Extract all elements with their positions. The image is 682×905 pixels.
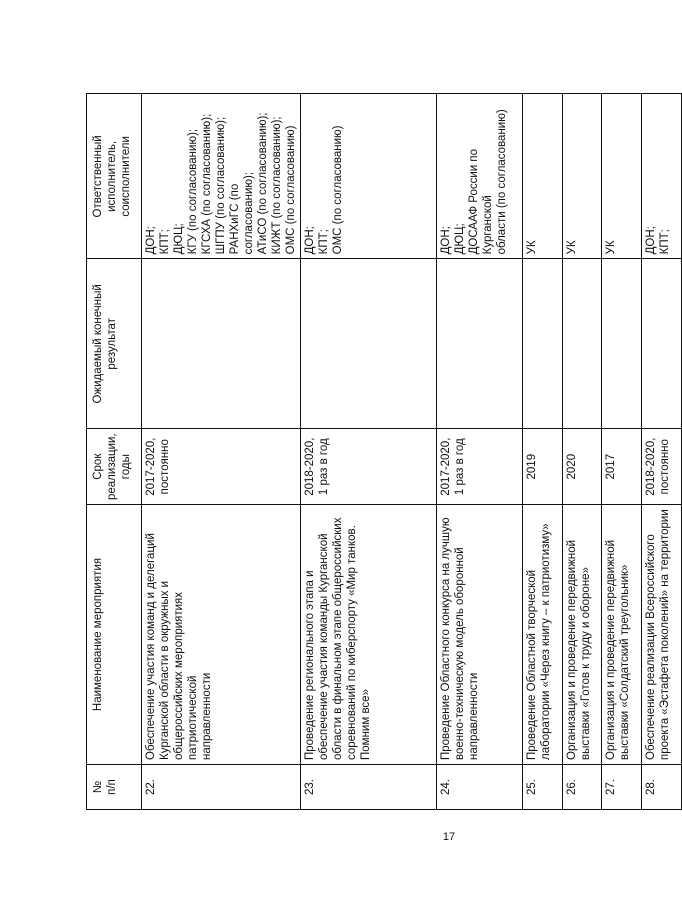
- row-name: Организация и проведение передвижной выставки «Солдатский треугольник»: [602, 505, 642, 765]
- row-term: 2020: [563, 429, 602, 505]
- row-name: Проведение Областной творческой лаборатории «Через книгу – к патриотизму»: [523, 505, 563, 765]
- row-executor: ДОН; ДЮЦ; ДОСААФ России по Курганской области (по согласованию): [437, 94, 523, 259]
- row-result: [437, 259, 523, 429]
- row-executor: ДОН; КПТ; ДЮЦ; КГУ (по согласованию); КГСХА (по согласованию); ШГПУ (по согласованию); РАНХиГС (по согласованию); АТиСО (по согласованию); КИЖТ (по согласованию); ОМС (по согласованию): [142, 94, 301, 259]
- row-executor: УК: [563, 94, 602, 259]
- row-executor: УК: [523, 94, 563, 259]
- table-row: [523, 94, 563, 810]
- row-num: 23.: [301, 765, 437, 810]
- row-num: 24.: [437, 765, 523, 810]
- row-num: 28.: [642, 765, 682, 810]
- row-result: [563, 259, 602, 429]
- row-num: 26.: [563, 765, 602, 810]
- header-result: Ожидаемый конечный результат: [87, 259, 142, 429]
- row-term: 2017: [602, 429, 642, 505]
- row-name: Проведение регионального этапа и обеспечение участия команды Курганской области в финальном этапе общероссийских соревнований по киберспорту «Мир танков. Помним все»: [301, 505, 437, 765]
- table-header-row: [87, 94, 142, 810]
- table-row: [301, 94, 437, 810]
- page-number: 17: [442, 831, 456, 843]
- table-row: [142, 94, 301, 810]
- row-num: 22.: [142, 765, 301, 810]
- row-term: 2017-2020, постоянно: [142, 429, 301, 505]
- row-result: [142, 259, 301, 429]
- row-name: Обеспечение участия команд и делегаций Курганской области в окружных и общероссийских мероприятиях патриотической направленности: [142, 505, 301, 765]
- measures-table: [86, 93, 682, 810]
- table-row: [437, 94, 523, 810]
- row-num: 25.: [523, 765, 563, 810]
- row-result: [642, 259, 682, 429]
- row-executor: ДОН; КПТ;: [642, 94, 682, 259]
- table-row: [563, 94, 602, 810]
- row-result: [523, 259, 563, 429]
- row-term: 2018-2020, постоянно: [642, 429, 682, 505]
- row-result: [602, 259, 642, 429]
- table-row: [602, 94, 642, 810]
- row-name: Организация и проведение передвижной выставки «Готов к труду и обороне»: [563, 505, 602, 765]
- row-executor: УК: [602, 94, 642, 259]
- header-term: Срок реализации, годы: [87, 429, 142, 505]
- header-executor: Ответственный исполнитель, соисполнители: [87, 94, 142, 259]
- row-result: [301, 259, 437, 429]
- row-name: Обеспечение реализации Всероссийского проекта «Эстафета поколений» на территории: [642, 505, 682, 765]
- header-name: Наименование мероприятия: [87, 505, 142, 765]
- row-name: Проведение Областного конкурса на лучшую военно-техническую модель оборонной направленности: [437, 505, 523, 765]
- row-term: 2018-2020, 1 раз в год: [301, 429, 437, 505]
- row-executor: ДОН; КПТ; ОМС (по согласованию): [301, 94, 437, 259]
- header-num: № п/п: [87, 765, 142, 810]
- table-row: [642, 94, 682, 810]
- row-num: 27.: [602, 765, 642, 810]
- row-term: 2017-2020, 1 раз в год: [437, 429, 523, 505]
- row-term: 2019: [523, 429, 563, 505]
